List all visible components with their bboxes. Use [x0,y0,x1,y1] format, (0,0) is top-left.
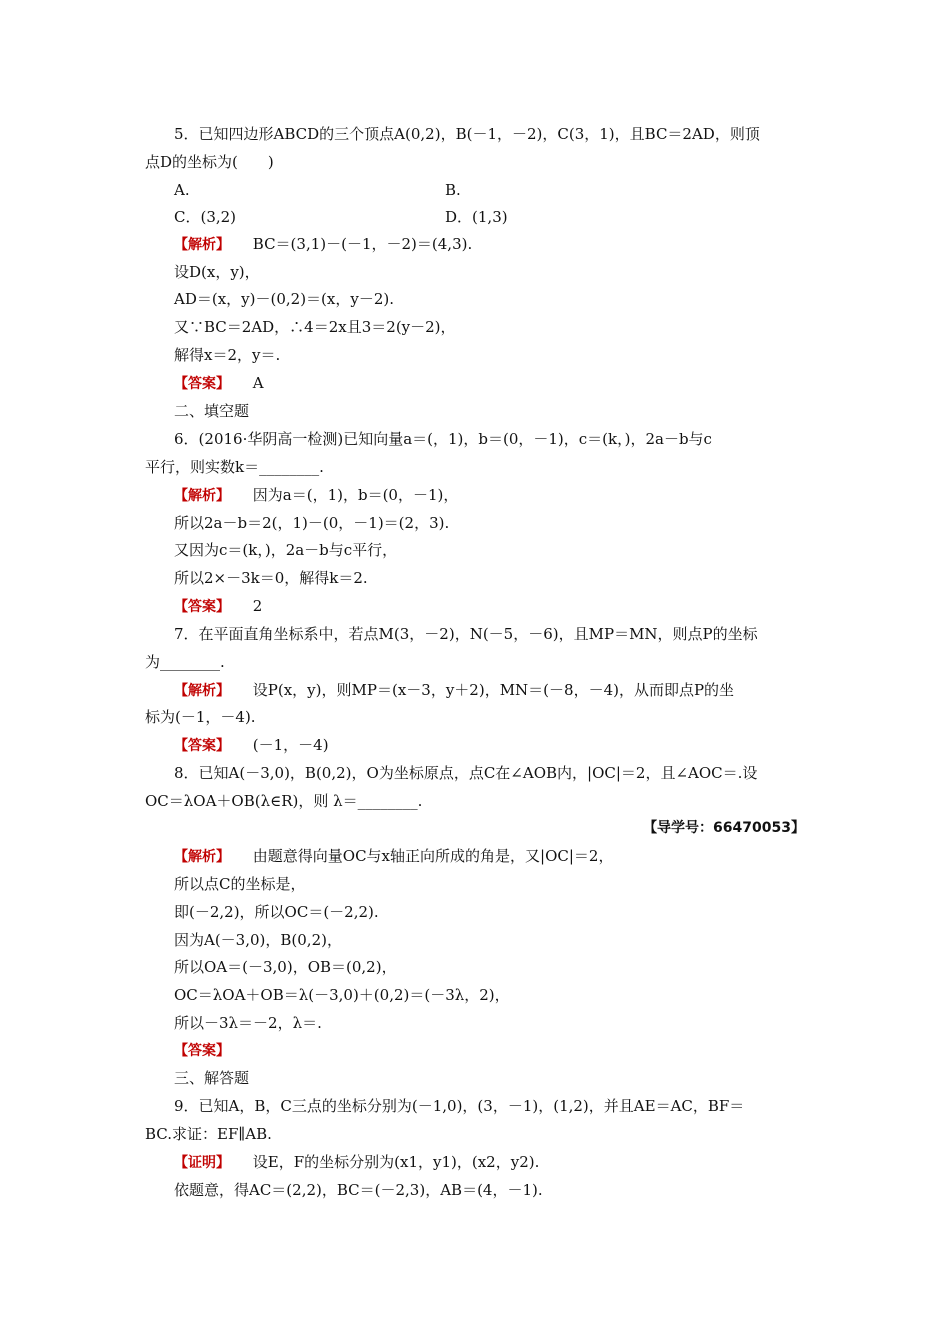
q6-answer-row [174,596,262,617]
analysis-tag: 【解析】 [174,237,230,253]
answer-tag: 【答案】 [174,1043,230,1059]
proof-tag: 【证明】 [174,1155,230,1171]
q5-stem-line1: 5．已知四边形ABCD的三个顶点A(0,2)，B(－1，－2)，C(3，1)，且BC＝2AD，则顶 [174,125,760,143]
guide-number: 【导学号：66470053】 [643,820,805,836]
q8-analysis-step1: 由题意得向量OC与x轴正向所成的角是，又|OC|＝2， [252,847,614,865]
q7-stem-line1: 7．在平面直角坐标系中，若点M(3，－2)，N(－5，－6)，且MP＝MN，则点P的坐标 [174,625,758,643]
answer-tag: 【答案】 [174,738,230,754]
q6-answer: 2 [252,597,263,615]
q8-analysis-step6: OC＝λOA＋OB＝λ(－3,0)＋(0,2)＝(－3λ，2)， [174,986,510,1004]
q5-analysis-step1: BC＝(3,1)－(－1，－2)＝(4,3). [252,235,473,253]
analysis-tag: 【解析】 [174,683,230,699]
q5-analysis-step4: 又∵BC＝2AD，∴4＝2x且3＝2(y－2)， [174,318,456,336]
answer-tag: 【答案】 [174,376,230,392]
analysis-tag: 【解析】 [174,849,230,865]
q7-answer: (－1，－4) [252,736,329,754]
q5-answer-row [174,373,264,394]
q9-stem-line2: BC.求证：EF∥AB. [145,1125,272,1143]
q8-answer-row [174,1040,230,1061]
q8-analysis-step5: 所以OA＝(－3,0)，OB＝(0,2)， [174,958,397,976]
q5-answer: A [252,374,264,392]
q7-stem-line2: 为________. [145,653,225,671]
q7-analysis-step2: 标为(－1，－4). [145,708,256,726]
q9-stem-line1: 9．已知A，B，C三点的坐标分别为(－1,0)，(3，－1)，(1,2)，并且AE＝AC，BF＝ [174,1097,745,1115]
q6-analysis-step4: 所以2×－3k＝0，解得k＝2. [174,569,368,587]
section-heading-solve: 三、解答题 [174,1069,250,1087]
q6-stem-line2: 平行，则实数k＝________. [145,458,324,476]
q5-analysis-step3: AD＝(x，y)－(0,2)＝(x，y－2). [174,290,395,308]
q5-option-b: B. [445,181,461,199]
q8-analysis-step3: 即(－2,2)，所以OC＝(－2,2). [174,903,379,921]
q6-analysis-step1: 因为a＝(，1)，b＝(0，－1)， [252,486,459,504]
q6-analysis-row [174,485,458,506]
q5-option-c: C．(3,2) [174,208,237,226]
q5-option-d: D．(1,3) [445,208,508,226]
q6-stem-line1: 6．(2016·华阴高一检测)已知向量a＝(，1)，b＝(0，－1)，c＝(k，)，2a－b与c [174,430,712,448]
section-heading-fill-in: 二、填空题 [174,402,250,420]
q9-proof-row [174,1152,539,1173]
q5-analysis-step5: 解得x＝2，y＝. [174,346,281,364]
q8-analysis-step7: 所以－3λ＝－2，λ＝. [174,1014,322,1032]
q8-analysis-step4: 因为A(－3,0)，B(0,2)， [174,931,342,949]
analysis-tag: 【解析】 [174,488,230,504]
q8-stem-line1: 8．已知A(－3,0)，B(0,2)，O为坐标原点，点C在∠AOB内，|OC|＝2，且∠AOC＝.设 [174,764,758,782]
q7-answer-row [174,735,329,756]
answer-tag: 【答案】 [174,599,230,615]
q8-analysis-step2: 所以点C的坐标是， [174,875,306,893]
q6-analysis-step3: 又因为c＝(k，)，2a－b与c平行， [174,541,398,559]
q6-analysis-step2: 所以2a－b＝2(，1)－(0，－1)＝(2，3). [174,514,450,532]
q5-option-a: A. [174,181,190,199]
q5-analysis-step2: 设D(x，y)， [174,263,260,281]
q5-analysis-row [174,234,472,255]
q7-analysis-row [174,680,734,701]
q5-stem-line2: 点D的坐标为( ) [145,153,274,171]
q9-proof-step1: 设E，F的坐标分别为(x1，y1)，(x2，y2). [252,1153,540,1171]
q8-stem-line2: OC＝λOA＋OB(λ∈R)，则 λ＝________. [145,792,423,810]
q7-analysis-step1: 设P(x，y)，则MP＝(x－3，y＋2)，MN＝(－8，－4)，从而即点P的坐 [252,681,735,699]
q8-analysis-row [174,846,613,867]
q9-proof-step2: 依题意，得AC＝(2,2)，BC＝(－2,3)，AB＝(4，－1). [174,1181,543,1199]
